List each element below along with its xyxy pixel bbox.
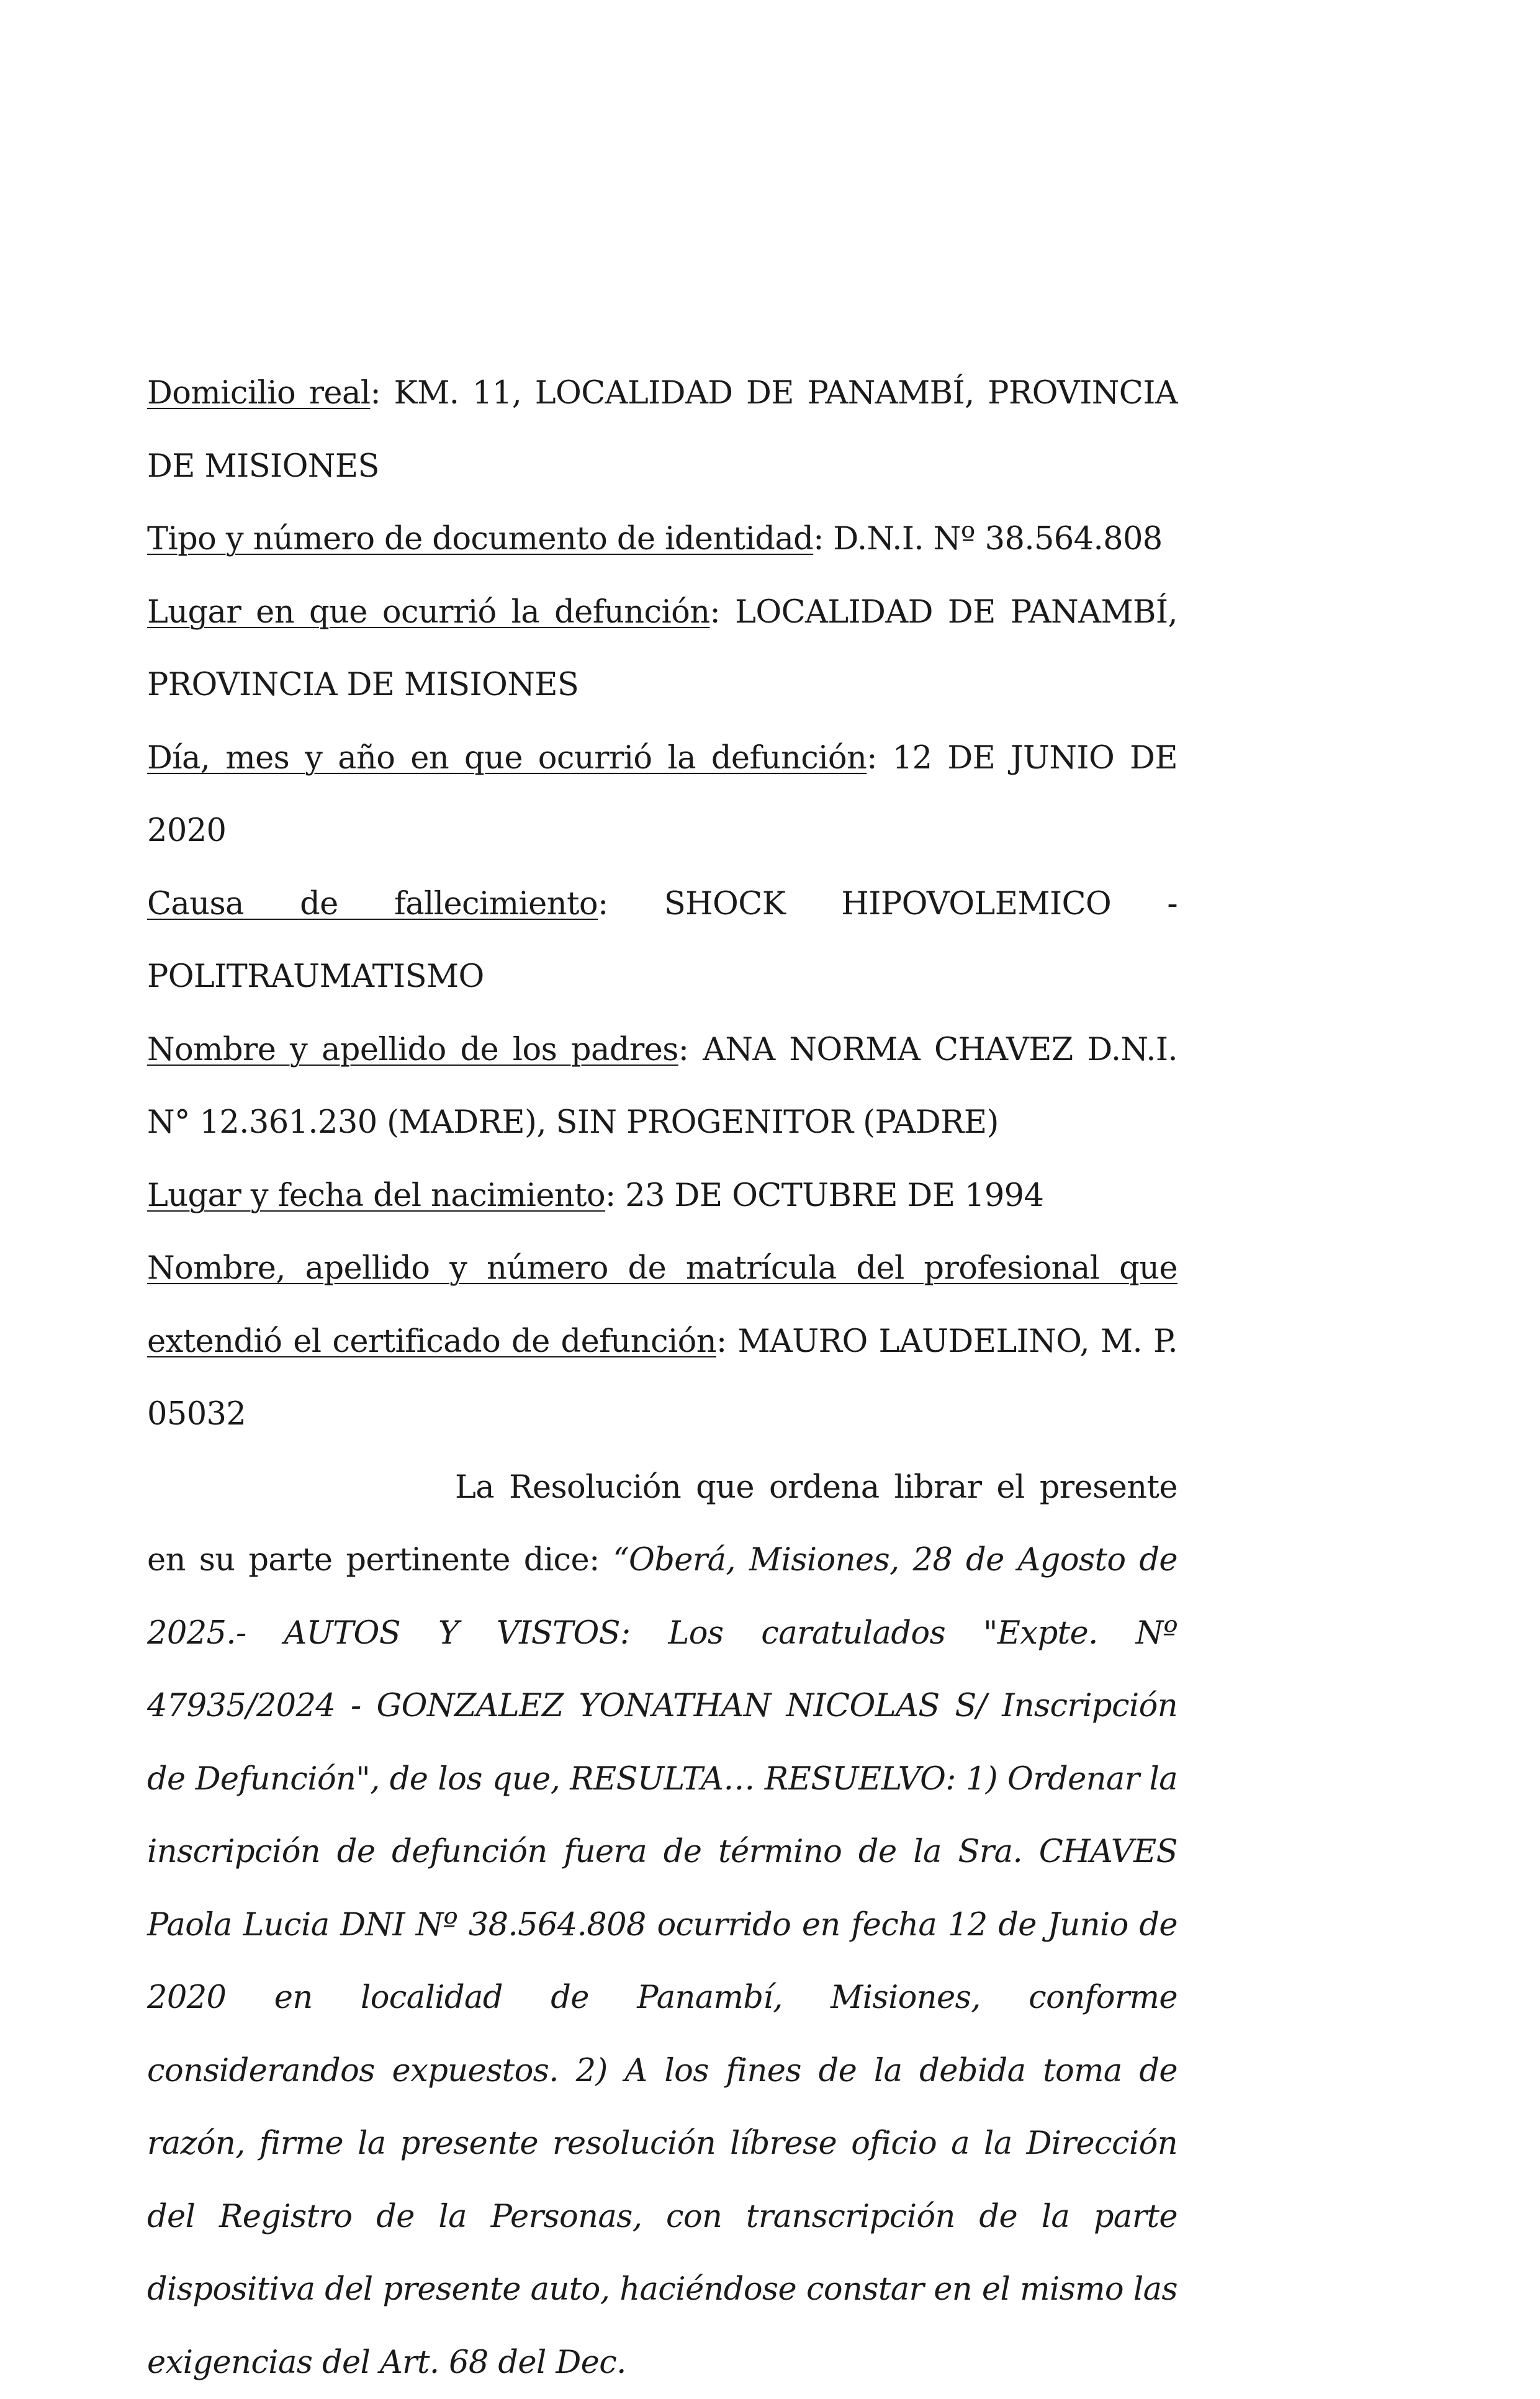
field-domicilio-real [147, 357, 1178, 503]
field-separator: : [813, 521, 833, 557]
field-value: MAURO LAUDELINO, M. P. 05032 [147, 1323, 1178, 1433]
field-label: Causa de fallecimiento [147, 886, 598, 922]
field-value: ANA NORMA CHAVEZ D.N.I. N° 12.361.230 (MADRE), SIN PROGENITOR (PADRE) [147, 1032, 1178, 1141]
document-page [147, 357, 1178, 2399]
field-label: Lugar y fecha del nacimiento [147, 1177, 605, 1214]
field-label: Nombre, apellido y número de matrícula del profesional que extendió el certificado de defunción [147, 1250, 1178, 1360]
field-label: Tipo y número de documento de identidad [147, 521, 813, 557]
field-separator: : [605, 1177, 625, 1214]
field-lugar-defuncion [147, 576, 1178, 722]
field-label: Domicilio real [147, 375, 370, 412]
field-value: KM. 11, LOCALIDAD DE PANAMBÍ, PROVINCIA DE MISIONES [147, 375, 1178, 485]
field-separator: : [598, 886, 664, 922]
field-fecha-defuncion [147, 722, 1178, 868]
field-separator: : [710, 594, 736, 631]
field-value: D.N.I. Nº 38.564.808 [833, 521, 1162, 557]
field-value: SHOCK HIPOVOLEMICO - POLITRAUMATISMO [147, 886, 1178, 996]
field-documento-identidad [147, 503, 1178, 576]
field-label: Día, mes y año en que ocurrió la defunción [147, 740, 867, 776]
field-separator: : [716, 1323, 737, 1360]
field-padres [147, 1014, 1178, 1159]
resolution-quote: “Oberá, Misiones, 28 de Agosto de 2025.- AUTOS Y VISTOS: Los caratulados "Expte. Nº 47935/2024 - GONZALEZ YONATHAN NICOLAS S/ Inscripción de Defunción", de los que, RESULTA… RESUELVO: 1) Ordenar la inscripción de defunción fuera de término de la Sra. CHAVES Paola Lucia DNI Nº 38.564.808 ocurrido en fecha 12 de Junio de 2020 en localidad de Panambí, Misiones, conforme considerandos expuestos. 2) A los fines de la debida toma de razón, firme la presente resolución líbrese oficio a la Dirección del Registro de la Personas, con transcripción de la parte dispositiva del presente auto, haciéndose constar en el mismo las exigencias del Art. 68 del Dec. [147, 1542, 1178, 2381]
field-label: Nombre y apellido de los padres [147, 1032, 678, 1068]
field-label: Lugar en que ocurrió la defunción [147, 594, 710, 631]
field-profesional [147, 1232, 1178, 1451]
field-value: 23 DE OCTUBRE DE 1994 [625, 1177, 1043, 1214]
field-separator: : [678, 1032, 703, 1068]
field-separator: : [867, 740, 892, 776]
resolution-paragraph [147, 1451, 1178, 2399]
field-value: LOCALIDAD DE PANAMBÍ, PROVINCIA DE MISIONES [147, 594, 1178, 704]
field-value: 12 DE JUNIO DE 2020 [147, 740, 1178, 850]
field-separator: : [370, 375, 394, 412]
resolution-intro: La Resolución que ordena librar el presente en su parte pertinente dice: [147, 1469, 1178, 1579]
field-causa-fallecimiento [147, 868, 1178, 1014]
field-nacimiento [147, 1159, 1178, 1233]
